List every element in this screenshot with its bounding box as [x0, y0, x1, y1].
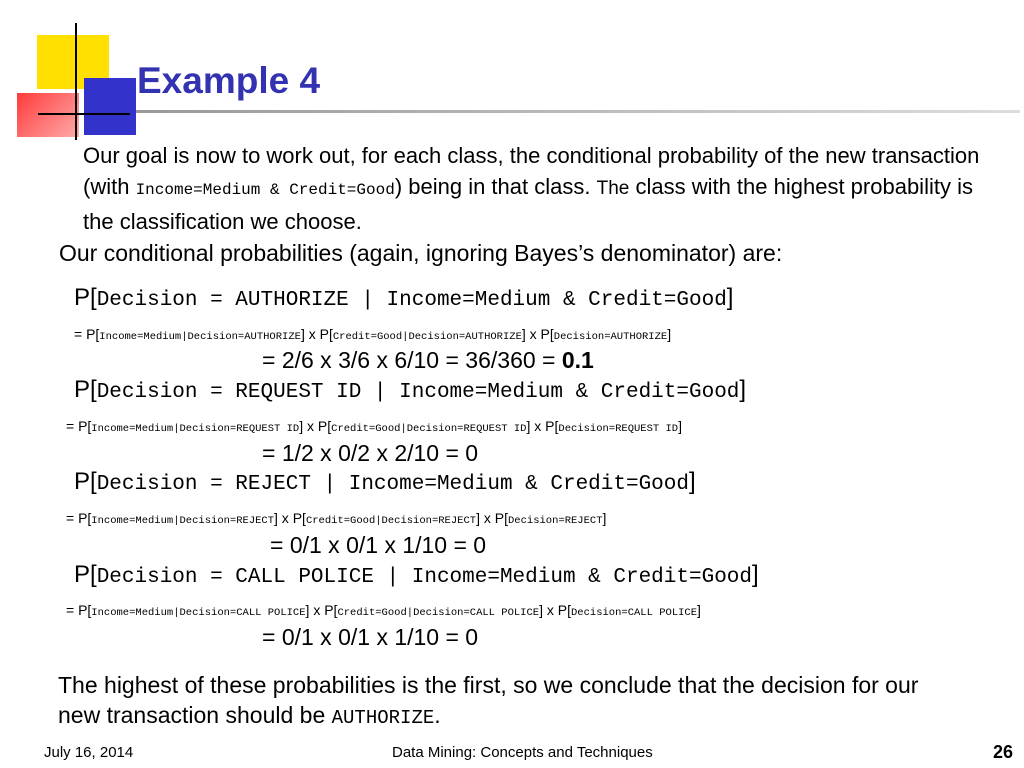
- p-open: P[: [74, 284, 97, 311]
- intro-text-1: Our goal is now to work out, for each class, the conditional probability of the new transaction (with: [83, 143, 980, 199]
- sub-prefix: = P[: [66, 418, 92, 434]
- sub-mid-1: ] x P[: [300, 326, 333, 342]
- sub-mid-2: ] x P[: [476, 510, 508, 526]
- sub-term-1: Income=Medium|Decision=REJECT: [91, 515, 275, 527]
- expansion-line-request-id: [66, 418, 682, 435]
- p-open: P[: [74, 468, 97, 495]
- prob-line-call-police: [74, 561, 759, 589]
- intro-paragraph: [83, 140, 983, 237]
- slide-title: Example 4: [137, 60, 321, 101]
- result-text: = 0/1 x 0/1 x 1/10 = 0: [270, 532, 487, 558]
- sub-term-3: Decision=REJECT: [507, 515, 603, 527]
- p-expr: Decision = REJECT | Income=Medium & Credit=Good: [96, 473, 689, 496]
- result-line-call-police: [262, 624, 478, 651]
- prob-line-reject: [74, 468, 696, 496]
- sub-term-3: Decision=REQUEST ID: [558, 423, 679, 435]
- prob-line-request-id: [74, 376, 746, 404]
- sub-term-2: Credit=Good|Decision=CALL POLICE: [337, 607, 540, 619]
- result-line-reject: [270, 532, 486, 559]
- red-square: [17, 93, 79, 137]
- sub-term-1: Income=Medium|Decision=CALL POLICE: [91, 607, 306, 619]
- sub-term-3: Decision=AUTHORIZE: [553, 331, 668, 343]
- result-line-authorize: [262, 347, 594, 374]
- p-expr: Decision = REQUEST ID | Income=Medium & Credit=Good: [96, 381, 740, 404]
- conclusion-text-2: .: [434, 702, 441, 728]
- horizontal-line: [38, 113, 130, 115]
- conclusion-text-1: The highest of these probabilities is the first, so we conclude that the decision for our new transaction should be: [58, 672, 919, 728]
- corner-logo: [0, 0, 140, 140]
- conclusion-paragraph: [58, 670, 958, 733]
- title-rule: [136, 110, 1020, 113]
- sub-mid-1: ] x P[: [274, 510, 306, 526]
- result-bold: 0.1: [561, 347, 594, 373]
- sub-term-1: Income=Medium|Decision=REQUEST ID: [91, 423, 300, 435]
- p-open: P[: [74, 376, 97, 403]
- footer-title: Data Mining: Concepts and Techniques: [392, 744, 653, 761]
- sub-mid-2: ] x P[: [521, 326, 554, 342]
- sub-term-2: Credit=Good|Decision=REQUEST ID: [331, 423, 527, 435]
- sub-mid-2: ] x P[: [526, 418, 559, 434]
- prob-line-authorize: [74, 284, 733, 312]
- intro-text-2: ) being in that class.: [394, 174, 597, 199]
- expansion-line-call-police: [66, 602, 701, 619]
- sub-prefix: = P[: [66, 602, 92, 618]
- sub-end: ]: [697, 602, 701, 618]
- blue-square: [84, 78, 136, 135]
- sub-mid-1: ] x P[: [305, 602, 338, 618]
- sub-term-1: Income=Medium|Decision=AUTHORIZE: [99, 331, 301, 343]
- p-close: ]: [726, 284, 734, 311]
- sub-mid-1: ] x P[: [299, 418, 332, 434]
- result-text: = 1/2 x 0/2 x 2/10 = 0: [262, 440, 479, 466]
- conclusion-code: AUTHORIZE: [331, 707, 435, 729]
- result-text: = 0/1 x 0/1 x 1/10 = 0: [262, 624, 479, 650]
- p-expr: Decision = CALL POLICE | Income=Medium & Credit=Good: [96, 566, 752, 589]
- footer-date: July 16, 2014: [44, 744, 134, 761]
- sub-end: ]: [602, 510, 607, 526]
- sub-end: ]: [678, 418, 683, 434]
- intro-text-4: class with the highest probability is the classification we choose.: [83, 174, 973, 234]
- vertical-line: [75, 23, 77, 140]
- result-line-request-id: [262, 440, 478, 467]
- p-close: ]: [739, 376, 747, 403]
- sub-prefix: = P[: [74, 326, 100, 342]
- intro-code: Income=Medium & Credit=Good: [135, 181, 395, 199]
- p-close: ]: [688, 468, 696, 495]
- page-number: 26: [993, 742, 1014, 762]
- expansion-line-authorize: [74, 326, 671, 343]
- lead-text: Our conditional probabilities (again, ignoring Bayes’s denominator) are:: [59, 240, 783, 266]
- sub-mid-2: ] x P[: [539, 602, 571, 618]
- p-expr: Decision = AUTHORIZE | Income=Medium & Credit=Good: [96, 289, 727, 312]
- result-text: = 2/6 x 3/6 x 6/10 = 36/360 =: [262, 347, 562, 373]
- expansion-line-reject: [66, 510, 606, 527]
- sub-term-3: Decision=CALL POLICE: [571, 607, 698, 619]
- sub-term-2: Credit=Good|Decision=AUTHORIZE: [332, 331, 522, 343]
- sub-prefix: = P[: [66, 510, 92, 526]
- p-open: P[: [74, 561, 97, 588]
- p-close: ]: [752, 561, 759, 588]
- sub-term-2: Credit=Good|Decision=REJECT: [305, 515, 477, 527]
- sub-end: ]: [667, 326, 672, 342]
- intro-text-3: The: [596, 178, 630, 199]
